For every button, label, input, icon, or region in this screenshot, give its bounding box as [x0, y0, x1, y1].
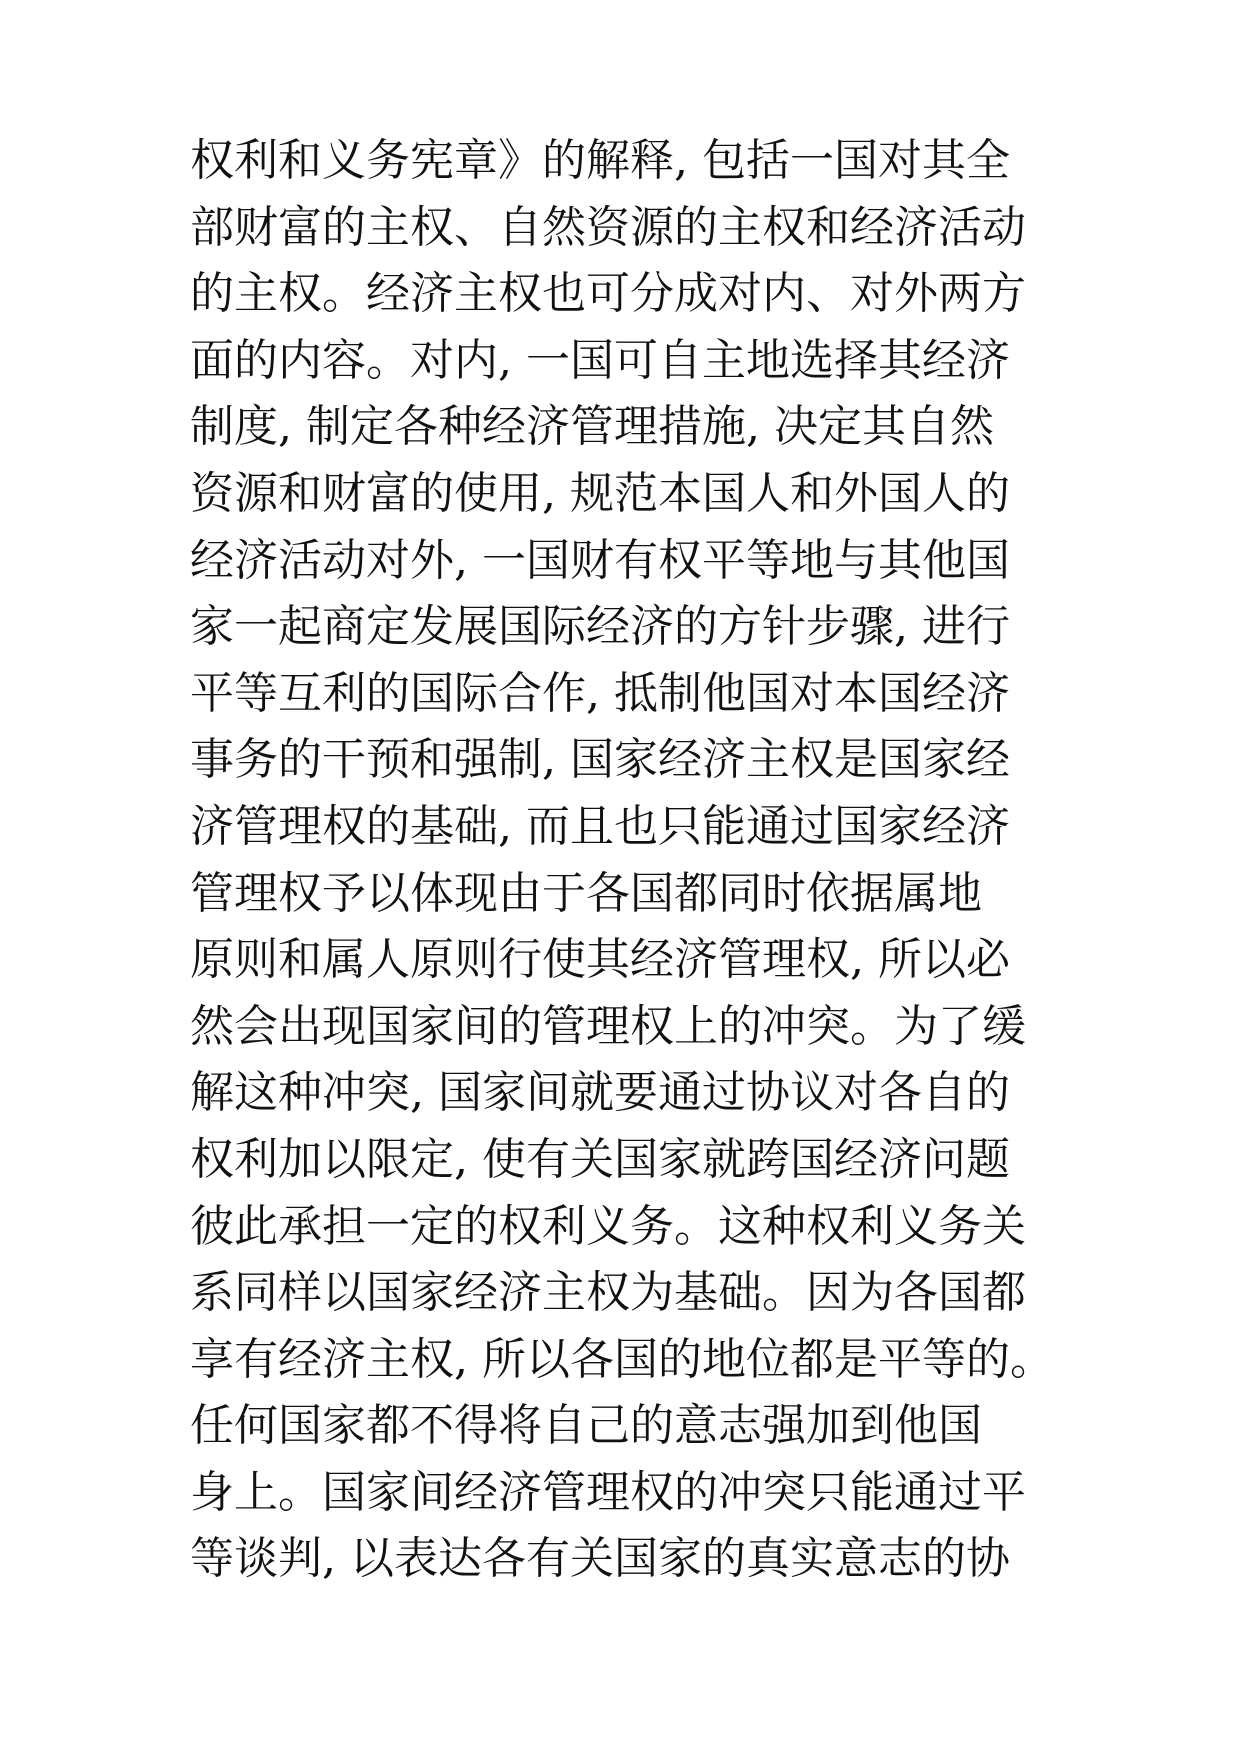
text-line: 彼此承担一定的权利义务。这种权利义务关 — [190, 1200, 1026, 1252]
text-line: 济管理权的基础, 而且也只能通过国家经济 — [190, 800, 1010, 852]
text-line: 平等互利的国际合作, 抵制他国对本国经济 — [190, 667, 1010, 719]
text-line: 任何国家都不得将自己的意志强加到他国 — [190, 1400, 982, 1452]
text-line: 解这种冲突, 国家间就要通过协议对各自的 — [190, 1067, 1010, 1119]
text-line: 家一起商定发展国际经济的方针步骤, 进行 — [190, 601, 1010, 653]
text-line: 然会出现国家间的管理权上的冲突。为了缓 — [190, 1000, 1026, 1052]
text-line: 管理权予以体现由于各国都同时依据属地 — [190, 867, 982, 919]
text-line: 部财富的主权、自然资源的主权和经济活动 — [190, 201, 1026, 253]
text-line: 身上。国家间经济管理权的冲突只能通过平 — [190, 1466, 1026, 1518]
text-line: 系同样以国家经济主权为基础。因为各国都 — [190, 1267, 1026, 1319]
text-line: 经济活动对外, 一国财有权平等地与其他国 — [190, 534, 1010, 586]
text-line: 资源和财富的使用, 规范本国人和外国人的 — [190, 467, 1010, 519]
text-line: 的主权。经济主权也可分成对内、对外两方 — [190, 268, 1026, 320]
text-line: 事务的干预和强制, 国家经济主权是国家经 — [190, 734, 1010, 786]
text-line: 权利加以限定, 使有关国家就跨国经济问题 — [190, 1133, 1010, 1185]
text-line: 享有经济主权, 所以各国的地位都是平等的。 — [190, 1333, 1054, 1385]
text-line: 权利和义务宪章》的解释, 包括一国对其全 — [190, 135, 1010, 186]
text-line: 原则和属人原则行使其经济管理权, 所以必 — [190, 934, 1010, 986]
body-text — [190, 128, 1190, 1593]
text-line: 面的内容。对内, 一国可自主地选择其经济 — [190, 334, 1010, 386]
text-line: 等谈判, 以表达各有关国家的真实意志的协 — [190, 1533, 1010, 1585]
text-line: 制度, 制定各种经济管理措施, 决定其自然 — [190, 401, 994, 453]
